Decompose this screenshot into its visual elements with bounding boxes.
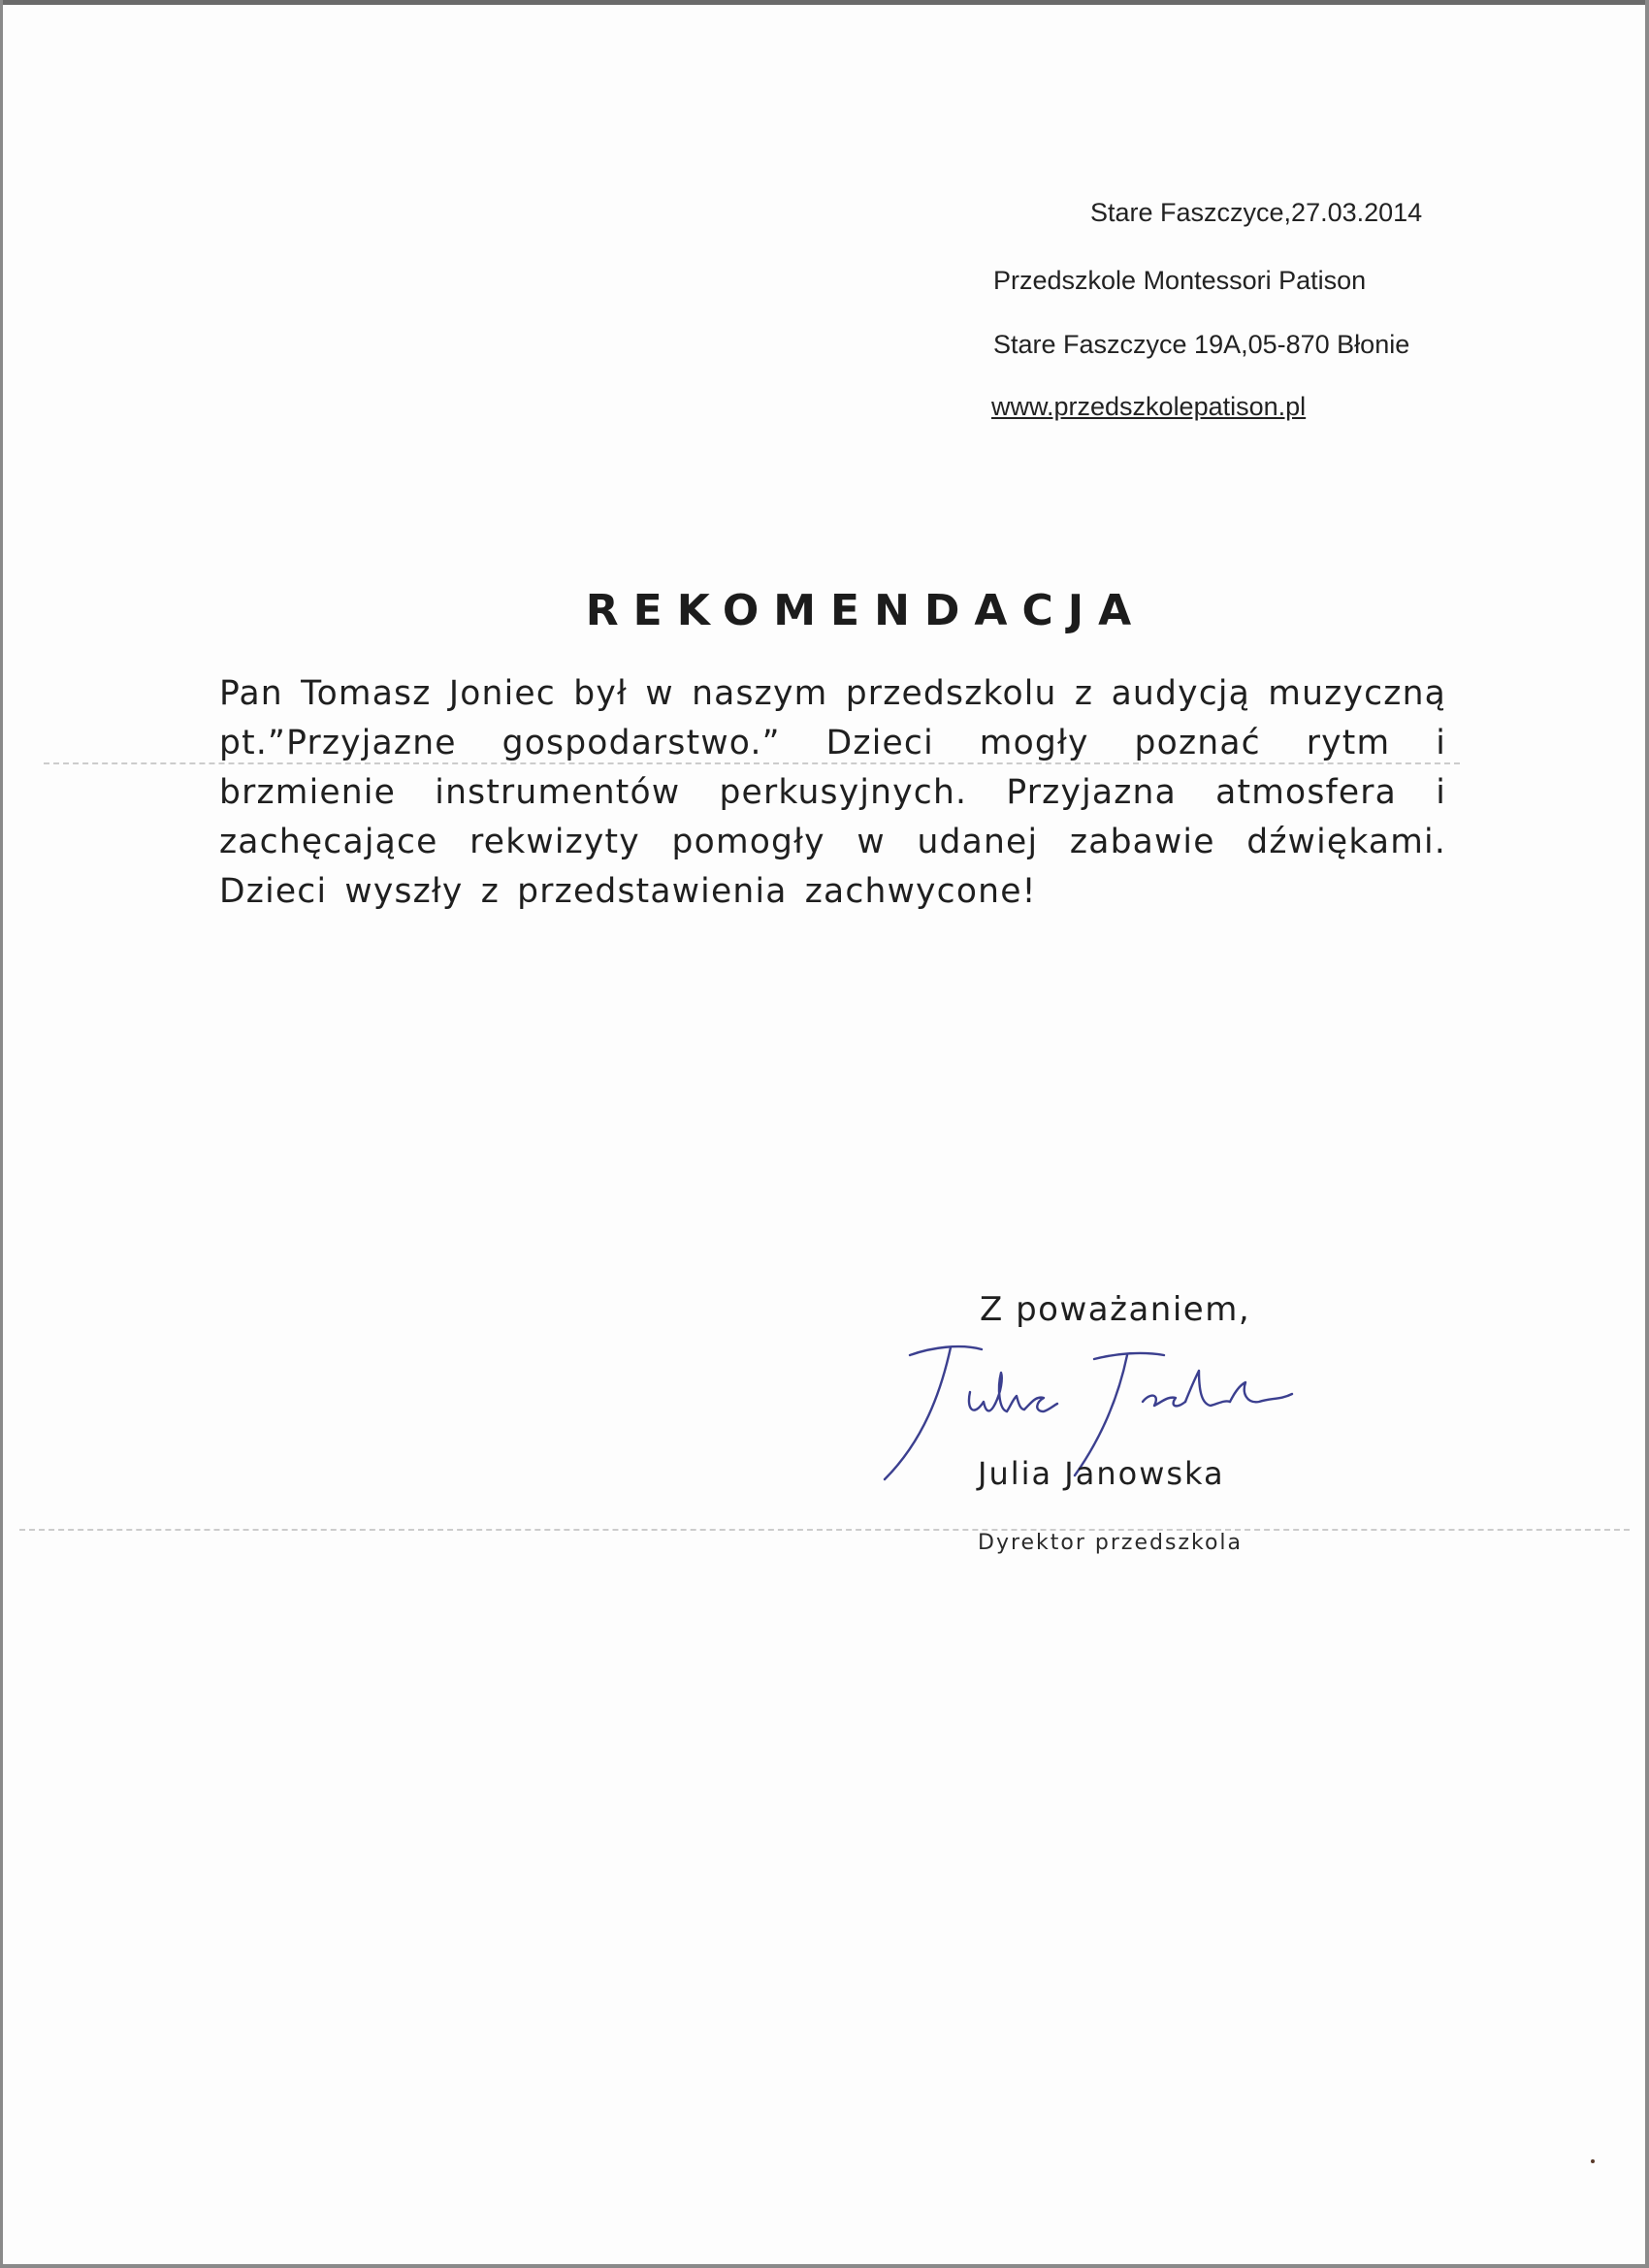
place-and-date: Stare Faszczyce,27.03.2014	[1090, 198, 1423, 227]
school-address: Stare Faszczyce 19A,05-870 Błonie	[993, 330, 1410, 359]
document-title: REKOMENDACJA	[585, 586, 1147, 635]
closing-phrase: Z poważaniem,	[980, 1290, 1251, 1329]
scan-speck	[1591, 2159, 1595, 2163]
scan-edge-left	[0, 0, 3, 2268]
scan-edge-bottom	[0, 2264, 1649, 2268]
school-name: Przedszkole Montessori Patison	[993, 266, 1367, 295]
scan-edge-right	[1645, 0, 1649, 2268]
signer-role: Dyrektor przedszkola	[978, 1531, 1243, 1555]
signer-name: Julia Janowska	[978, 1455, 1225, 1492]
scan-edge-top	[0, 0, 1649, 5]
paper-fold-line	[19, 1529, 1630, 1531]
recommendation-body: Pan Tomasz Joniec był w naszym przedszkolu z audycją muzyczną pt.”Przyjazne gospodarstwo.” Dzieci mogły poznać rytm i brzmienie instrumentów perkusyjnych. Przyjazna atmosfera i zachęcające rekwizyty pomogły w udanej zabawie dźwiękami. Dzieci wyszły z przedstawienia zachwycone!	[219, 674, 1446, 911]
school-website-link[interactable]: www.przedszkolepatison.pl	[991, 392, 1307, 421]
